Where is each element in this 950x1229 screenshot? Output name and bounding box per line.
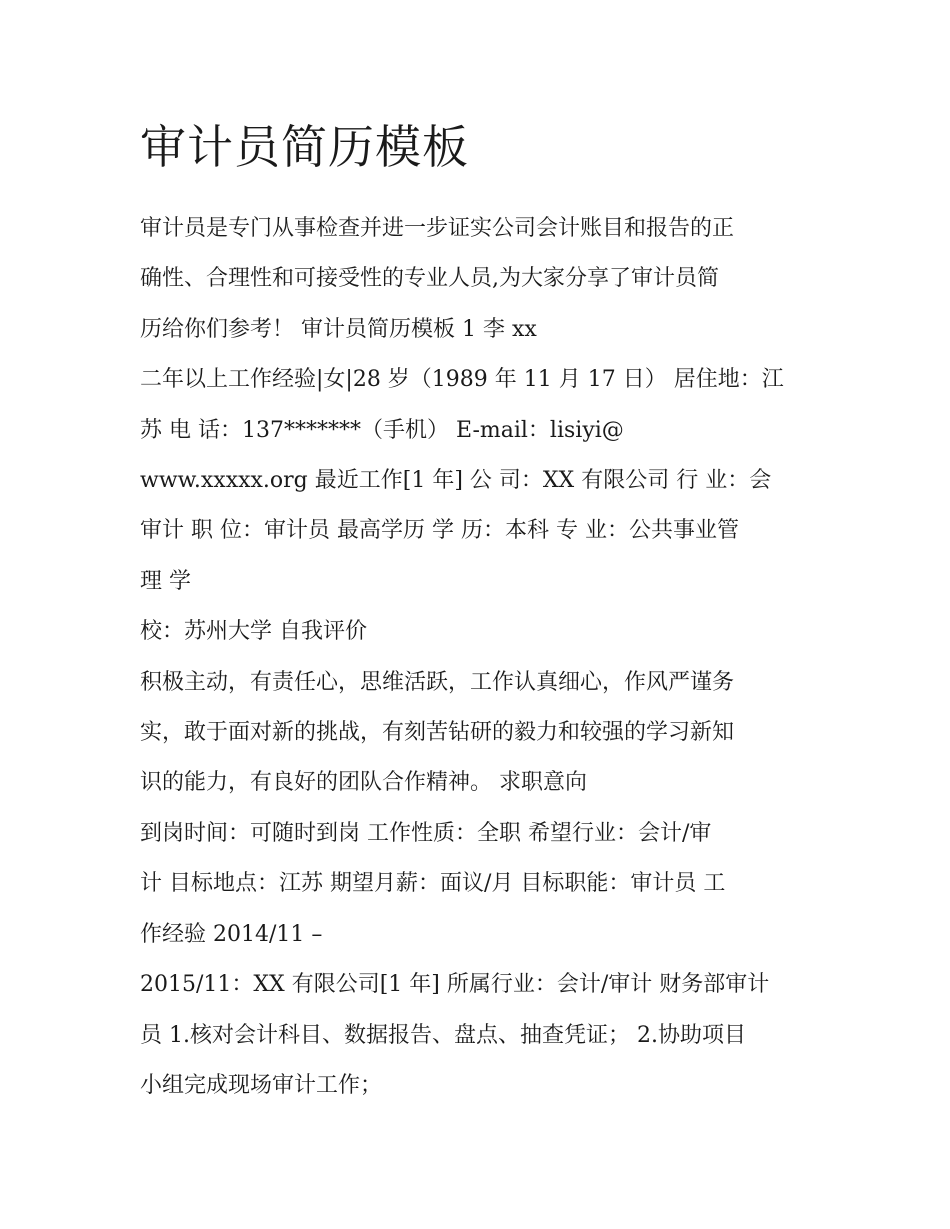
body-line-15: 作经验 2014/11 – (140, 921, 323, 947)
document-page (140, 112, 820, 1111)
body-line-17: 员 1.核对会计科目、数据报告、盘点、抽查凭证； 2.协助项目 (140, 1022, 746, 1048)
body-line-11: 实，敢于面对新的挑战，有刻苦钻研的毅力和较强的学习新知 (140, 720, 735, 746)
body-line-13: 到岗时间：可随时到岗 工作性质：全职 希望行业：会计/审 (140, 820, 712, 846)
body-line-12: 识的能力，有良好的团队合作精神。 求职意向 (140, 770, 587, 796)
body-line-8: 理 学 (140, 568, 191, 594)
body-line-3: 历给你们参考！ 审计员简历模板 1 李 xx (140, 316, 537, 342)
document-title: 审计员简历模板 (140, 120, 469, 174)
body-line-5: 苏 电 话：137*******（手机） E-mail：lisiyi@ (140, 417, 624, 443)
body-line-16: 2015/11：XX 有限公司[1 年] 所属行业：会计/审计 财务部审计 (140, 972, 770, 998)
body-line-1: 审计员是专门从事检查并进一步证实公司会计账目和报告的正 (140, 216, 735, 241)
body-line-18: 小组完成现场审计工作； (140, 1072, 383, 1098)
body-line-9: 校：苏州大学 自我评价 (140, 619, 367, 645)
body-line-14: 计 目标地点：江苏 期望月薪：面议/月 目标职能：审计员 工 (140, 871, 726, 897)
body-line-7: 审计 职 位：审计员 最高学历 学 历：本科 专 业：公共事业管 (140, 518, 739, 544)
body-line-6: www.xxxxx.org 最近工作[1 年] 公 司：XX 有限公司 行 业：会 (140, 468, 772, 494)
body-line-10: 积极主动，有责任心，思维活跃，工作认真细心，作风严谨务 (140, 669, 735, 695)
body-line-4: 二年以上工作经验|女|28 岁（1989 年 11 月 17 日） 居住地：江 (140, 367, 784, 393)
body-line-2: 确性、合理性和可接受性的专业人员,为大家分享了审计员简 (140, 266, 719, 292)
